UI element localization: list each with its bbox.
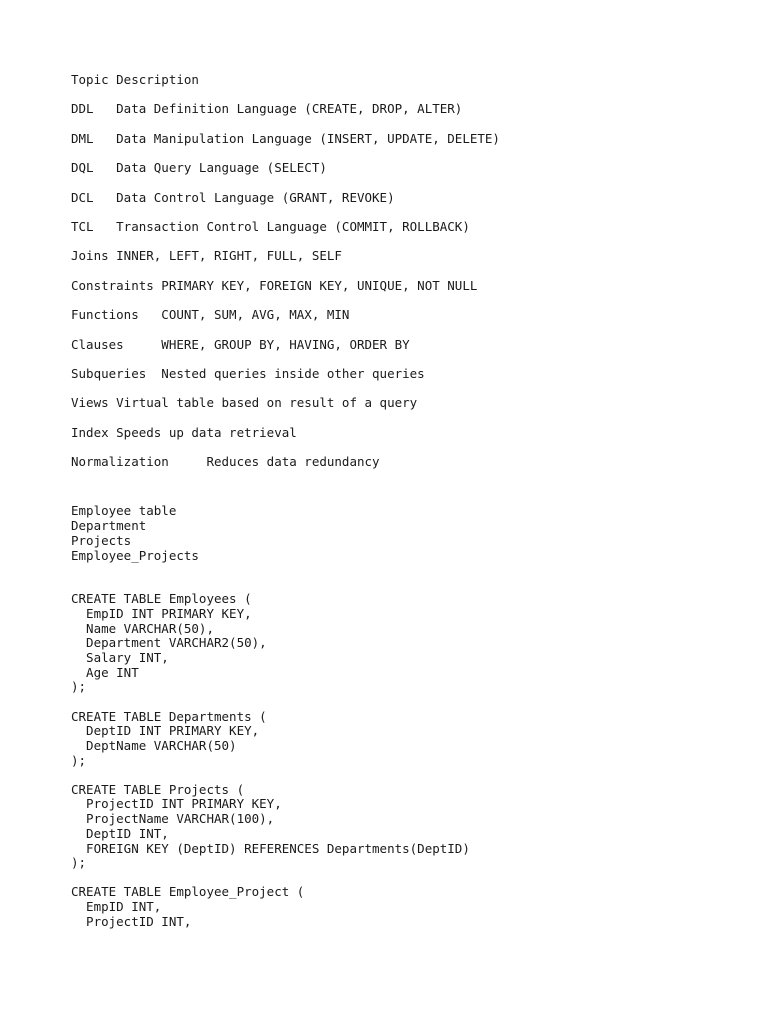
code-line: ProjectID INT,	[71, 913, 192, 929]
code-line: FOREIGN KEY (DeptID) REFERENCES Departments(DeptID)	[71, 840, 470, 856]
code-line: Salary INT,	[71, 649, 169, 665]
topic-header: Topic Description	[71, 72, 199, 87]
code-line: ProjectName VARCHAR(100),	[71, 811, 275, 827]
topic-row-dml: DML Data Manipulation Language (INSERT, UPDATE, DELETE)	[71, 130, 500, 146]
tables-list-item: Employee_Projects	[71, 547, 199, 563]
code-line: ProjectID INT PRIMARY KEY,	[71, 796, 282, 812]
document-page	[71, 71, 751, 944]
topic-row-functions: Functions COUNT, SUM, AVG, MAX, MIN	[71, 307, 350, 323]
topic-row-normalization: Normalization Reduces data redundancy	[71, 454, 380, 470]
code-line: CREATE TABLE Projects (	[71, 781, 245, 797]
code-line: CREATE TABLE Employee_Project (	[71, 884, 305, 900]
sql-code-section	[71, 592, 751, 929]
code-line: DeptID INT,	[71, 825, 169, 841]
code-line: Department VARCHAR2(50),	[71, 635, 267, 651]
code-line: CREATE TABLE Departments (	[71, 708, 267, 724]
topic-row-joins: Joins INNER, LEFT, RIGHT, FULL, SELF	[71, 248, 342, 264]
topic-row-dql: DQL Data Query Language (SELECT)	[71, 160, 327, 176]
code-block-employee-project	[71, 885, 751, 929]
code-line: DeptID INT PRIMARY KEY,	[71, 723, 260, 739]
tables-list-item: Employee table	[71, 503, 177, 519]
code-line: );	[71, 679, 87, 695]
topic-row-subqueries: Subqueries Nested queries inside other queries	[71, 365, 425, 381]
code-line: DeptName VARCHAR(50)	[71, 737, 237, 753]
tables-list	[71, 504, 751, 563]
code-line: EmpID INT PRIMARY KEY,	[71, 605, 252, 621]
code-line: Name VARCHAR(50),	[71, 620, 214, 636]
code-line: );	[71, 855, 87, 871]
topic-row-ddl: DDL Data Definition Language (CREATE, DROP, ALTER)	[71, 101, 463, 117]
code-block-departments	[71, 710, 751, 769]
tables-list-item: Projects	[71, 532, 132, 548]
code-block-projects	[71, 783, 751, 871]
topic-row-clauses: Clauses WHERE, GROUP BY, HAVING, ORDER BY	[71, 336, 410, 352]
topic-list	[71, 71, 751, 482]
topic-row-views: Views Virtual table based on result of a query	[71, 395, 418, 411]
code-line: Age INT	[71, 664, 139, 680]
topic-row-dcl: DCL Data Control Language (GRANT, REVOKE)	[71, 189, 395, 205]
code-line: );	[71, 752, 87, 768]
tables-list-item: Department	[71, 518, 147, 534]
topic-row-constraints: Constraints PRIMARY KEY, FOREIGN KEY, UNIQUE, NOT NULL	[71, 277, 478, 293]
topic-row-tcl: TCL Transaction Control Language (COMMIT, ROLLBACK)	[71, 218, 470, 234]
code-block-employees	[71, 592, 751, 695]
code-line: CREATE TABLE Employees (	[71, 591, 252, 607]
code-line: EmpID INT,	[71, 899, 162, 915]
topic-row-index: Index Speeds up data retrieval	[71, 424, 297, 440]
